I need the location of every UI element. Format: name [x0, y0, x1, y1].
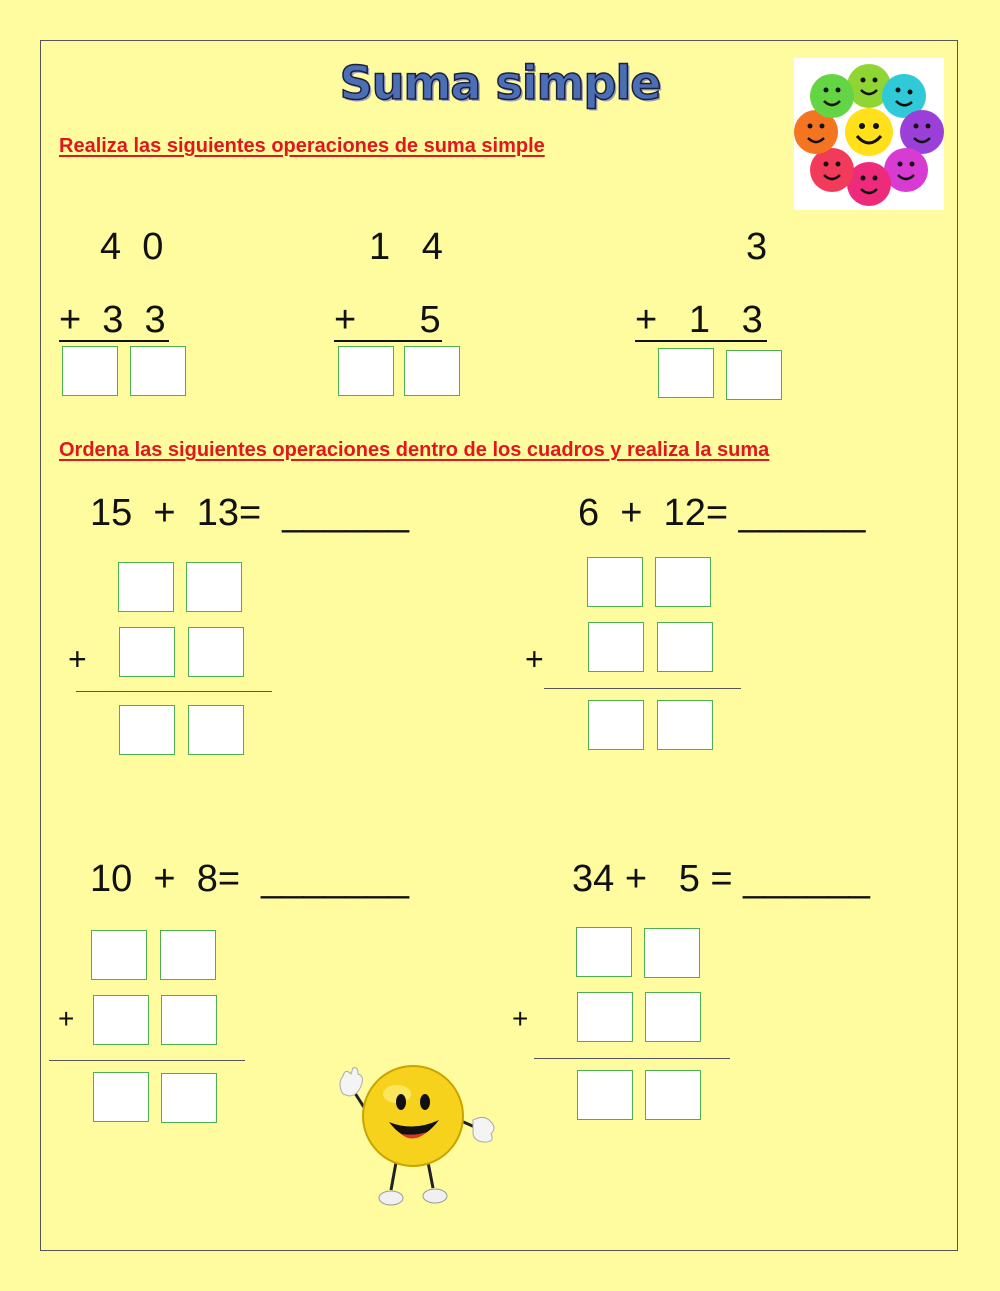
- sum3-answer-tens[interactable]: [658, 348, 714, 398]
- eq-c-top-tens[interactable]: [91, 930, 147, 980]
- eq-d-mid-units[interactable]: [645, 992, 701, 1042]
- smiley-flower-icon: [794, 58, 944, 210]
- eq-a-mid-tens[interactable]: [119, 627, 175, 677]
- equation-d: 34 + 5 = ______: [572, 858, 870, 900]
- eq-d-result-tens[interactable]: [577, 1070, 633, 1120]
- sum1-answer-tens[interactable]: [62, 346, 118, 396]
- sum3-bottom: + 1 3: [635, 299, 763, 341]
- sum1-bottom: + 3 3: [59, 299, 166, 341]
- equation-c: 10 + 8= _______: [90, 858, 410, 900]
- eq-c-mid-units[interactable]: [161, 995, 217, 1045]
- eq-c-mid-tens[interactable]: [93, 995, 149, 1045]
- equation-b: 6 + 12= ______: [578, 492, 866, 534]
- eq-a-result-units[interactable]: [188, 705, 244, 755]
- sum1-line: [59, 340, 169, 342]
- sum1-top: 4 0: [100, 226, 164, 268]
- eq-a-plus: +: [68, 641, 87, 677]
- eq-d-mid-tens[interactable]: [577, 992, 633, 1042]
- sum2-line: [334, 340, 442, 342]
- sum2-answer-tens[interactable]: [338, 346, 394, 396]
- eq-a-mid-units[interactable]: [188, 627, 244, 677]
- eq-b-mid-units[interactable]: [657, 622, 713, 672]
- sum3-line: [635, 340, 767, 342]
- instruction-part1: Realiza las siguientes operaciones de suma simple: [59, 135, 545, 157]
- eq-b-mid-tens[interactable]: [588, 622, 644, 672]
- sum1-answer-units[interactable]: [130, 346, 186, 396]
- eq-b-top-tens[interactable]: [587, 557, 643, 607]
- eq-c-plus: +: [58, 1003, 75, 1034]
- eq-b-result-units[interactable]: [657, 700, 713, 750]
- eq-d-plus: +: [512, 1003, 529, 1034]
- eq-a-line: [76, 691, 272, 692]
- eq-b-result-tens[interactable]: [588, 700, 644, 750]
- eq-d-top-tens[interactable]: [576, 927, 632, 977]
- equation-a: 15 + 13= ______: [90, 492, 410, 534]
- eq-a-result-tens[interactable]: [119, 705, 175, 755]
- eq-b-top-units[interactable]: [655, 557, 711, 607]
- eq-a-top-units[interactable]: [186, 562, 242, 612]
- eq-d-line: [534, 1058, 730, 1059]
- sum3-answer-units[interactable]: [726, 350, 782, 400]
- sum2-bottom: + 5: [334, 299, 441, 341]
- eq-b-line: [544, 688, 741, 689]
- eq-c-result-tens[interactable]: [93, 1072, 149, 1122]
- eq-b-plus: +: [525, 641, 544, 677]
- sum2-answer-units[interactable]: [404, 346, 460, 396]
- eq-a-top-tens[interactable]: [118, 562, 174, 612]
- sum2-top: 1 4: [369, 226, 443, 268]
- eq-d-result-units[interactable]: [645, 1070, 701, 1120]
- eq-c-top-units[interactable]: [160, 930, 216, 980]
- eq-c-line: [49, 1060, 245, 1061]
- eq-c-result-units[interactable]: [161, 1073, 217, 1123]
- eq-d-top-units[interactable]: [644, 928, 700, 978]
- smiley-mascot-icon: [325, 1062, 500, 1214]
- page-title: Suma simple: [339, 56, 661, 110]
- instruction-part2: Ordena las siguientes operaciones dentro de los cuadros y realiza la suma: [59, 439, 770, 461]
- sum3-top: 3: [746, 226, 768, 268]
